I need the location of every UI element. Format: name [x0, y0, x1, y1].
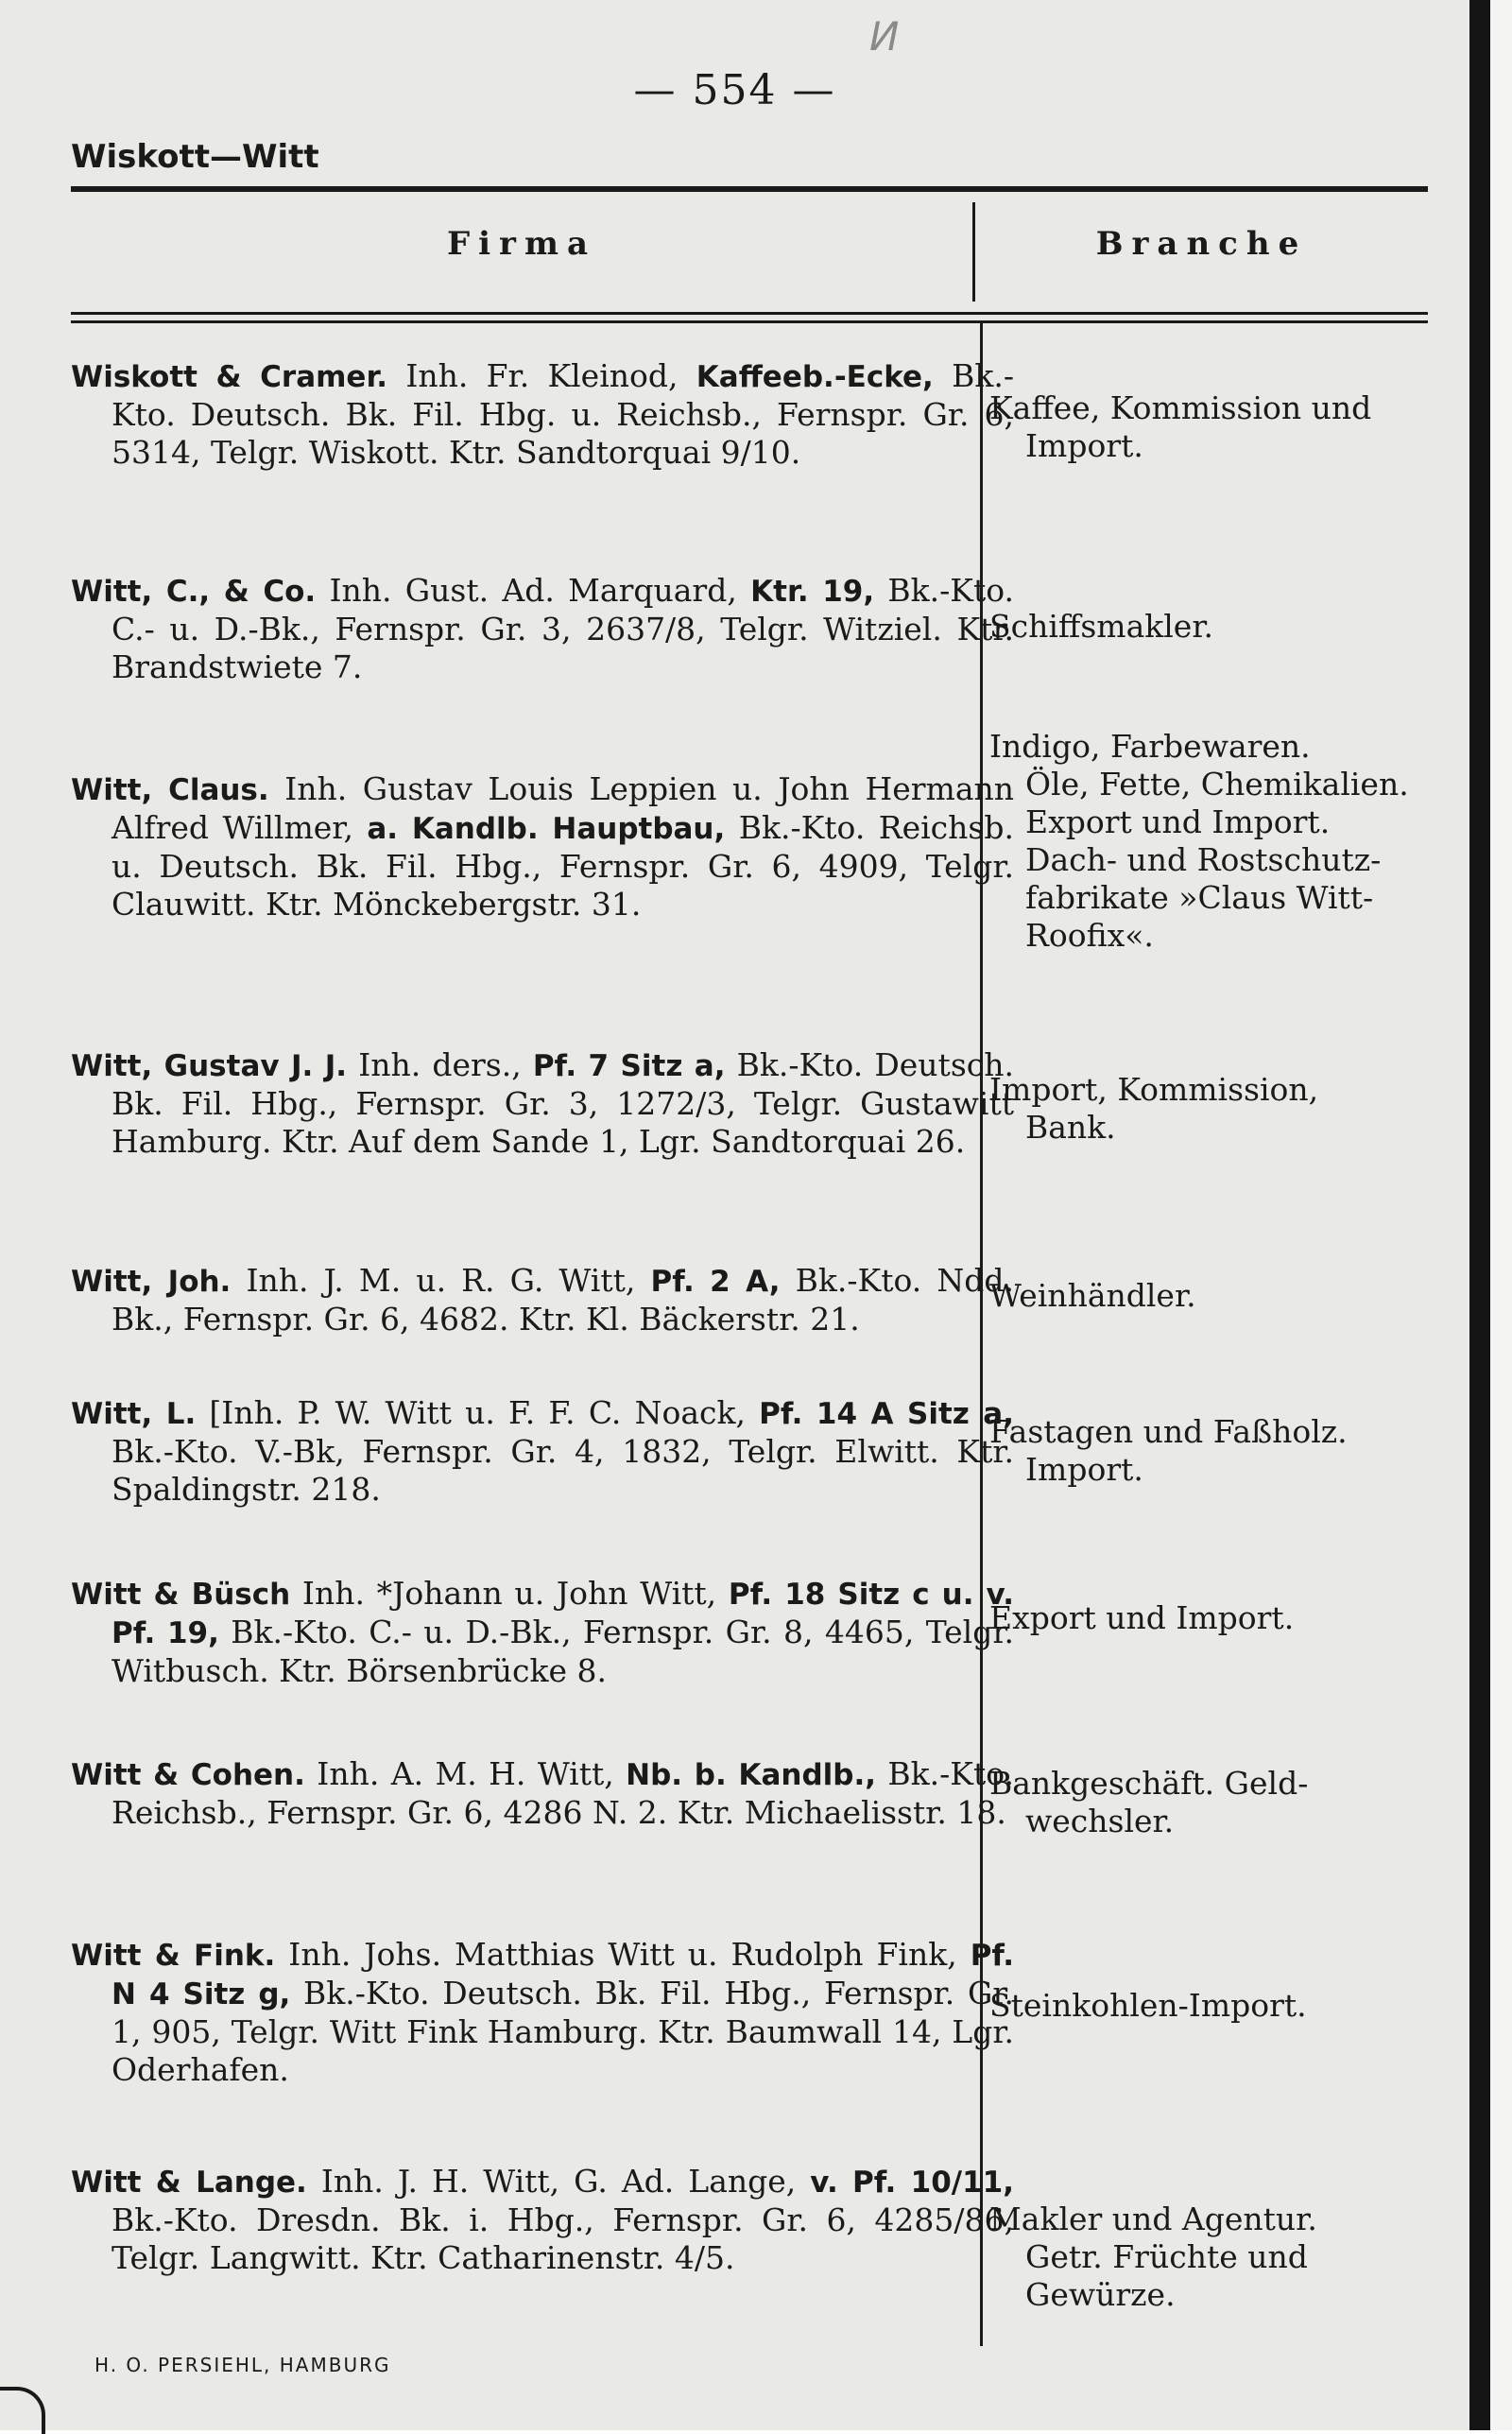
- firm-location: Pf. 14 A Sitz a,: [759, 1397, 1014, 1431]
- firm-text: [71, 770, 1014, 924]
- column-header-branche: Branche: [1095, 225, 1308, 263]
- firm-text: [71, 1394, 1014, 1510]
- branch-line: Weinhändler.: [989, 1277, 1196, 1314]
- branch-text: [989, 1071, 1423, 1147]
- branch-line: Bankgeschäft. Geld-: [989, 1765, 1309, 1802]
- firm-location: Pf. 18 Sitz c u. v. Pf. 19,: [112, 1578, 1014, 1650]
- pencil-mark: И: [869, 13, 900, 60]
- branch-line: Roofix«.: [1025, 917, 1154, 954]
- branch-line: Getr. Früchte und: [1025, 2238, 1308, 2275]
- branch-line: Fastagen und Faßholz.: [989, 1413, 1348, 1450]
- firm-location: v. Pf. 10/11,: [810, 2166, 1015, 2200]
- firm-details-continued: Bk.-Kto. V.-Bk, Fernspr. Gr. 4, 1832, Telgr. Elwitt. Ktr. Spaldingstr. 218.: [112, 1433, 1014, 1508]
- branch-text: [989, 2201, 1423, 2314]
- firm-details: [Inh. P. W. Witt u. F. F. C. Noack,: [196, 1394, 760, 1431]
- firm-details: Inh. Johs. Matthias Witt u. Rudolph Fink,: [275, 1936, 971, 1973]
- branch-text: [989, 1765, 1423, 1840]
- firm-details: Inh. A. M. H. Witt,: [304, 1755, 627, 1792]
- firm-details-continued: Bk.-Kto. Deutsch. Bk. Fil. Hbg., Fernspr. Gr. 3, 1272/3, Telgr. Gustawitt Hamburg. Ktr. Auf dem Sande 1, Lgr. Sandtorquai 26.: [112, 1046, 1014, 1160]
- firm-name: Wiskott & Cramer.: [71, 360, 388, 394]
- branch-text: [989, 1277, 1423, 1315]
- branch-line: Schiffsmakler.: [989, 608, 1213, 645]
- firm-location: Pf. 7 Sitz a,: [532, 1049, 726, 1083]
- firm-text: [71, 2163, 1014, 2278]
- firm-text: [71, 1936, 1014, 2090]
- firm-details-continued: Bk.-Kto. Reichsb. u. Deutsch. Bk. Fil. Hbg., Fernspr. Gr. 6, 4909, Telgr. Clauwitt. Ktr. Mönckebergstr. 31.: [112, 809, 1014, 923]
- firm-name: Witt & Cohen.: [71, 1758, 305, 1792]
- firm-details: Inh. J. H. Witt, G. Ad. Lange,: [306, 2163, 811, 2200]
- firm-name: Witt & Büsch: [71, 1578, 291, 1612]
- firm-details: Inh. ders.,: [347, 1046, 533, 1083]
- header-rule: [71, 186, 1428, 192]
- firm-location: a. Kandlb. Hauptbau,: [367, 812, 726, 846]
- branch-line: Bank.: [1025, 1109, 1116, 1146]
- firm-details-continued: Bk.-Kto. Ndd. Bk., Fernspr. Gr. 6, 4682. Ktr. Kl. Bäckerstr. 21.: [112, 1262, 1014, 1338]
- firm-details: Inh. *Johann u. John Witt,: [290, 1575, 729, 1612]
- firm-location: Pf. 2 A,: [650, 1265, 781, 1299]
- branch-text: [989, 608, 1423, 646]
- firm-name: Witt & Lange.: [71, 2166, 307, 2200]
- page-margin: [1490, 0, 1512, 2430]
- firm-text: [71, 357, 1014, 473]
- branch-text: [989, 728, 1423, 955]
- firm-details-continued: Bk.-Kto. Deutsch. Bk. Fil. Hbg., Fernspr. Gr. 1, 905, Telgr. Witt Fink Hamburg. Ktr. Baumwall 14, Lgr. Oderhafen.: [112, 1975, 1014, 2088]
- firm-text: [71, 1575, 1014, 1691]
- firm-name: Witt & Fink.: [71, 1939, 276, 1973]
- table-rule-lower: [71, 320, 1428, 323]
- branch-line: Export und Import.: [1025, 803, 1331, 840]
- firm-text: [71, 1046, 1014, 1162]
- branch-text: [989, 1599, 1423, 1637]
- branch-line: Gewürze.: [1025, 2276, 1176, 2313]
- branch-line: fabrikate »Claus Witt-: [1025, 879, 1374, 916]
- branch-line: Import.: [1025, 1451, 1143, 1488]
- firm-details: Inh. Gustav Louis Leppien u. John Hermann Alfred Willmer,: [112, 770, 1015, 846]
- branch-text: [989, 1413, 1423, 1489]
- branch-line: Indigo, Farbewaren.: [989, 728, 1311, 765]
- firm-text: [71, 572, 1014, 687]
- page-edge-rule: [1469, 0, 1490, 2430]
- branch-line: Makler und Agentur.: [989, 2201, 1317, 2237]
- branch-line: Öle, Fette, Chemikalien.: [1025, 766, 1409, 803]
- branch-line: Dach- und Rostschutz-: [1025, 841, 1382, 878]
- column-header-firma: Firma: [447, 225, 596, 263]
- firm-details: Inh. Fr. Kleinod,: [387, 357, 696, 394]
- firm-name: Witt, L.: [71, 1397, 197, 1431]
- firm-text: [71, 1262, 1014, 1339]
- firm-details-continued: Bk.-Kto. Dresdn. Bk. i. Hbg., Fernspr. Gr. 6, 4285/86, Telgr. Langwitt. Ktr. Catharinenstr. 4/5.: [112, 2201, 1014, 2276]
- firm-location: Ktr. 19,: [750, 575, 875, 609]
- firm-details-continued: Bk.-Kto. C.- u. D.-Bk., Fernspr. Gr. 3, 2637/8, Telgr. Witziel. Ktr. Brandstwiete 7.: [112, 572, 1014, 685]
- printer-imprint: H. O. PERSIEHL, HAMBURG: [94, 2354, 391, 2376]
- branch-line: Import.: [1025, 427, 1143, 464]
- firm-details-continued: Bk.-Kto. Deutsch. Bk. Fil. Hbg. u. Reichsb., Fernspr. Gr. 6, 5314, Telgr. Wiskott. Ktr. Sandtorquai 9/10.: [112, 357, 1014, 471]
- firm-location: Nb. b. Kandlb.,: [626, 1758, 877, 1792]
- firm-details-continued: Bk.-Kto. C.- u. D.-Bk., Fernspr. Gr. 8, 4465, Telgr. Witbusch. Ktr. Börsenbrücke 8.: [112, 1614, 1015, 1689]
- firm-details: Inh. J. M. u. R. G. Witt,: [231, 1262, 651, 1299]
- firm-details-continued: Bk.-Kto. Reichsb., Fernspr. Gr. 6, 4286 N. 2. Ktr. Michaelisstr. 18.: [112, 1755, 1014, 1831]
- branch-text: [989, 1987, 1423, 2025]
- firm-name: Witt, Joh.: [71, 1265, 232, 1299]
- branch-line: Export und Import.: [989, 1599, 1295, 1636]
- firm-location: Pf. N 4 Sitz g,: [112, 1939, 1014, 2011]
- table-rule-upper: [71, 312, 1428, 315]
- firm-location: Kaffeeb.-Ecke,: [696, 360, 934, 394]
- branch-line: Kaffee, Kommission und: [989, 389, 1372, 426]
- firm-name: Witt, Gustav J. J.: [71, 1049, 348, 1083]
- firm-name: Witt, Claus.: [71, 773, 269, 807]
- branch-line: wechsler.: [1025, 1803, 1175, 1839]
- branch-text: [989, 389, 1423, 465]
- running-head: Wiskott—Witt: [71, 138, 319, 176]
- page-number: — 554 —: [633, 66, 836, 114]
- firm-details: Inh. Gust. Ad. Marquard,: [316, 572, 751, 609]
- firm-text: [71, 1755, 1014, 1833]
- firm-name: Witt, C., & Co.: [71, 575, 317, 609]
- branch-line: Import, Kommission,: [989, 1071, 1319, 1108]
- branch-line: Steinkohlen-Import.: [989, 1987, 1307, 2024]
